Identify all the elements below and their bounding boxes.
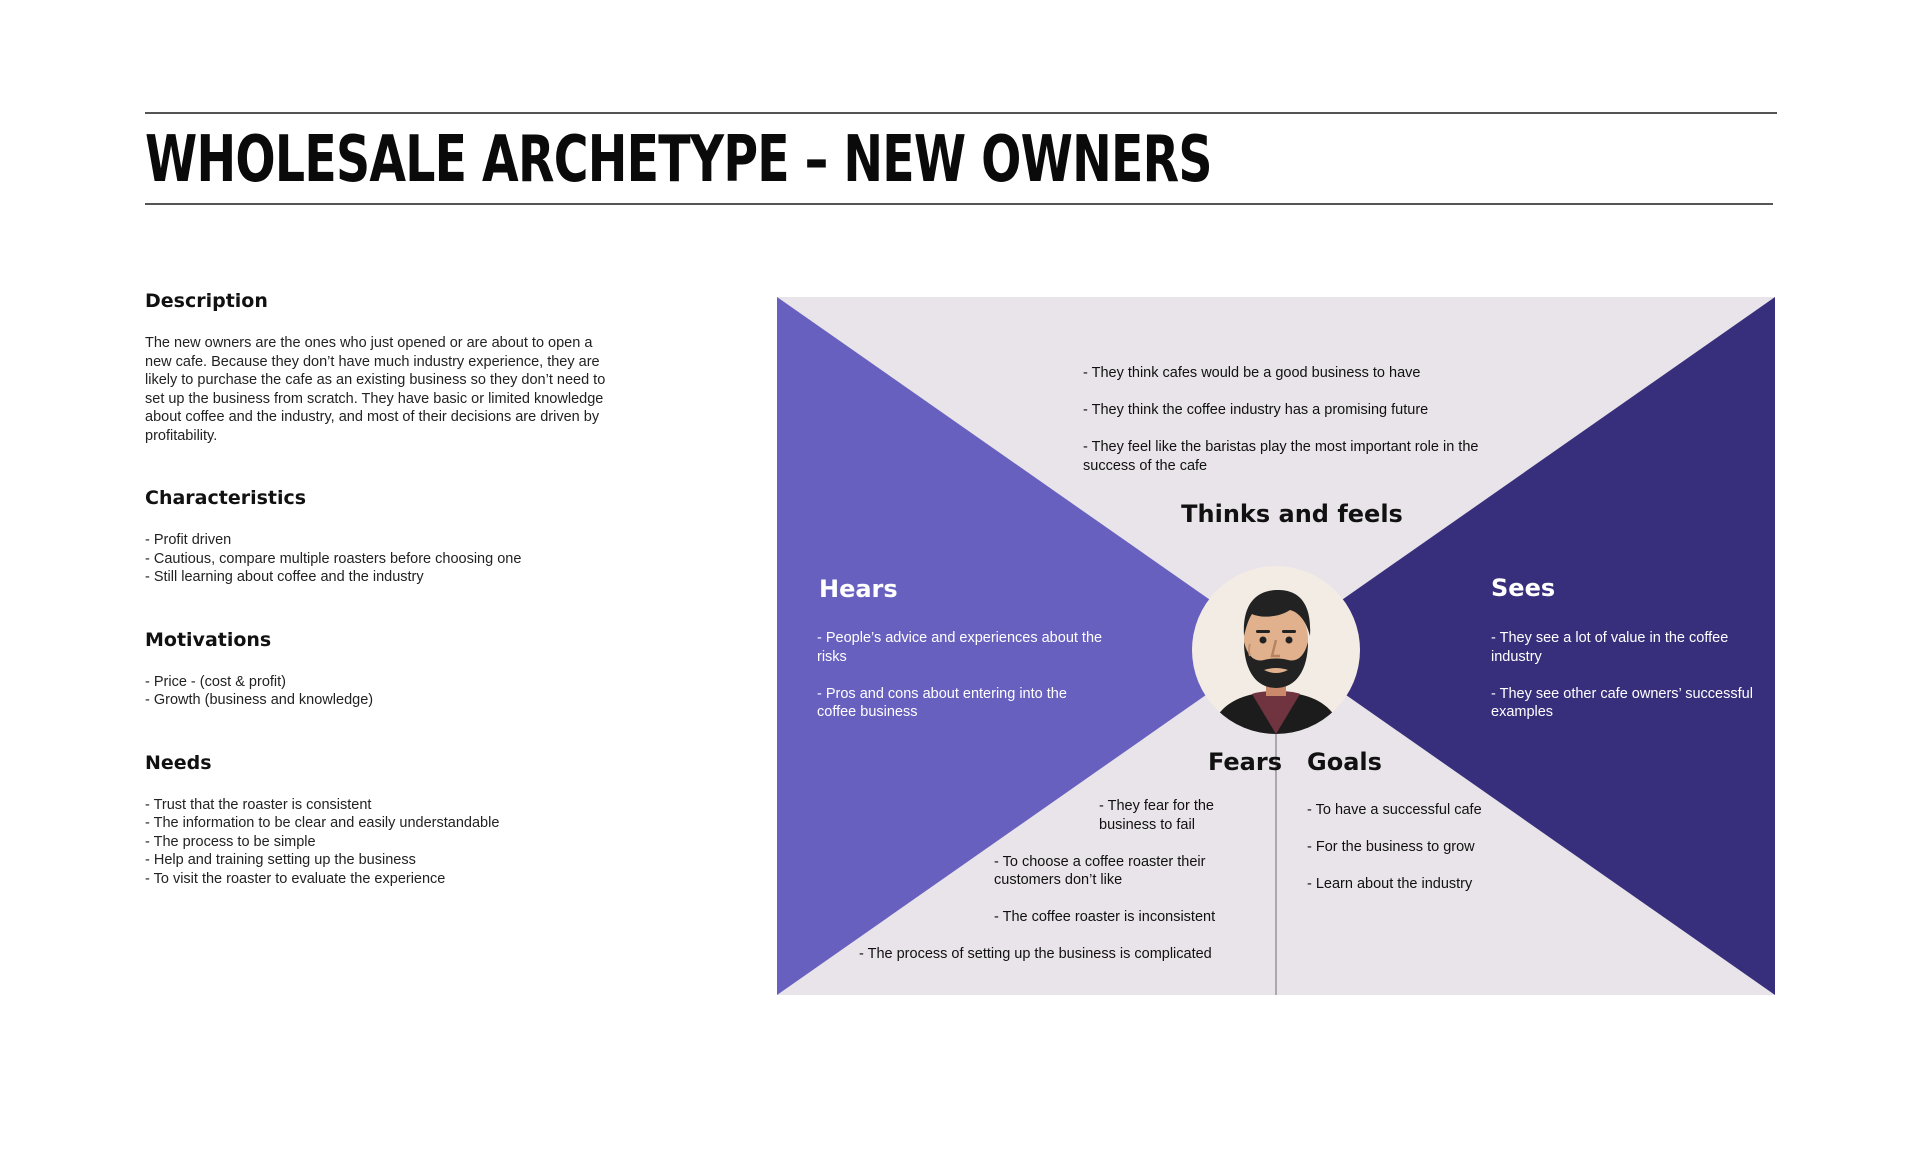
list-item: - Profit driven: [145, 532, 232, 548]
list-item: - Pros and cons about entering into the coffee business: [817, 685, 1067, 720]
motivations-heading: Motivations: [145, 628, 272, 651]
characteristics-heading: Characteristics: [145, 487, 307, 509]
list-item: - For the business to grow: [1307, 839, 1475, 855]
avatar-right-eye: [1286, 637, 1293, 644]
fears-heading: Fears: [1207, 748, 1282, 776]
hears-heading: Hears: [819, 575, 898, 603]
list-item: - The process of setting up the business is complicated: [859, 946, 1212, 962]
list-item: - Trust that the roaster is consistent: [145, 796, 372, 813]
characteristics-list: [145, 531, 615, 587]
needs-heading: Needs: [145, 751, 212, 774]
avatar-right-brow: [1282, 630, 1296, 633]
description-heading: Description: [145, 290, 268, 312]
description-text: The new owners are the ones who just opened or are about to open a new cafe. Because they don’t have much industry experience, they are likely to purchase the cafe as an existing business so they don’t need to set up the business from scratch. They have basic or limited knowledge about coffee and the industry, and most of their decisions are driven by profitability.: [145, 335, 606, 444]
empathy-map: [777, 297, 1775, 995]
motivations-list: [145, 673, 615, 710]
list-item: - The information to be clear and easily understandable: [145, 815, 500, 831]
list-item: - Growth (business and knowledge): [145, 692, 374, 708]
avatar-left-brow: [1256, 630, 1270, 633]
thinks-feels-heading: Thinks and feels: [1181, 500, 1403, 528]
list-item: - They see a lot of value in the coffee industry: [1491, 630, 1729, 665]
list-item: - The process to be simple: [145, 833, 316, 850]
bearded-man-avatar-icon: [1192, 566, 1360, 734]
needs-section: [145, 752, 615, 889]
list-item: - Learn about the industry: [1307, 876, 1473, 892]
goals-heading: Goals: [1307, 748, 1382, 776]
fears-list: [857, 797, 1260, 964]
page-title: WHOLESALE ARCHETYPE – NEW OWNERS: [145, 123, 1212, 197]
title-top-rule: [145, 112, 1777, 114]
description-section: [145, 290, 615, 445]
list-item: - Still learning about coffee and the industry: [145, 569, 424, 585]
list-item: - To have a successful cafe: [1307, 802, 1482, 818]
hears-list: [817, 629, 1107, 722]
list-item: - Cautious, compare multiple roasters before choosing one: [145, 550, 522, 567]
list-item: - They think the coffee industry has a promising future: [1083, 402, 1429, 418]
list-item: - Help and training setting up the business: [145, 852, 416, 868]
sees-list: [1491, 629, 1761, 722]
list-item: - To visit the roaster to evaluate the experience: [145, 870, 446, 887]
thinks-feels-list: [1083, 364, 1503, 475]
archetype-details: [145, 290, 615, 930]
list-item: - People’s advice and experiences about the risks: [817, 630, 1103, 665]
list-item: - They think cafes would be a good business to have: [1083, 365, 1421, 381]
goals-list: [1307, 801, 1547, 894]
list-item: - Price - (cost & profit): [145, 673, 286, 690]
list-item: - The coffee roaster is inconsistent: [994, 909, 1216, 925]
characteristics-section: [145, 487, 615, 587]
avatar-cheek-line: [1249, 644, 1250, 656]
needs-list: [145, 796, 615, 889]
avatar-left-eye: [1260, 637, 1267, 644]
motivations-section: [145, 629, 615, 710]
list-item: - They fear for the business to fail: [1099, 798, 1214, 833]
list-item: - They feel like the baristas play the most important role in the success of the cafe: [1083, 439, 1479, 474]
list-item: - To choose a coffee roaster their customers don’t like: [994, 853, 1206, 888]
list-item: - They see other cafe owners’ successful examples: [1491, 685, 1753, 720]
title-bottom-rule: [145, 203, 1773, 205]
sees-heading: Sees: [1491, 574, 1556, 602]
